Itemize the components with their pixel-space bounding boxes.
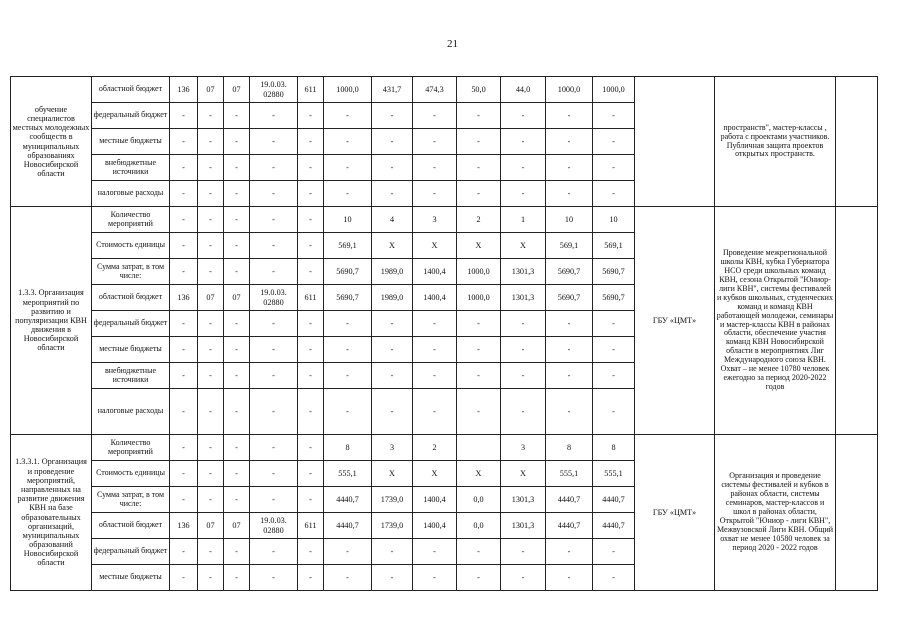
value-cell: - [298,155,324,181]
value-cell: - [501,155,546,181]
value-cell [457,435,501,461]
value-cell: 4440,7 [593,487,635,513]
empty-cell [836,77,878,207]
value-cell: - [298,363,324,389]
value-cell: 1400,4 [413,259,457,285]
indicator-cell: налоговые расходы [92,181,170,207]
value-cell: - [250,259,298,285]
indicator-cell: местные бюджеты [92,565,170,591]
value-cell: - [198,181,224,207]
value-cell: 5690,7 [593,259,635,285]
value-cell: - [593,155,635,181]
indicator-cell: областной бюджет [92,77,170,103]
value-cell: 10 [593,207,635,233]
value-cell: - [198,363,224,389]
value-cell: 1989,0 [372,285,413,311]
value-cell: - [298,233,324,259]
value-cell: 50,0 [457,77,501,103]
value-cell: - [546,181,593,207]
value-cell: - [501,337,546,363]
value-cell: - [250,207,298,233]
value-cell: - [546,539,593,565]
value-cell: - [250,233,298,259]
value-cell: - [372,363,413,389]
value-cell: - [501,539,546,565]
indicator-cell: внебюджетные источники [92,363,170,389]
value-cell: - [457,103,501,129]
value-cell: - [298,259,324,285]
value-cell: - [298,181,324,207]
value-cell: 10 [324,207,372,233]
value-cell: - [224,565,250,591]
value-cell: - [546,337,593,363]
indicator-cell: Сумма затрат, в том числе: [92,487,170,513]
value-cell: - [198,129,224,155]
value-cell: - [198,565,224,591]
value-cell: 07 [198,513,224,539]
value-cell: - [372,129,413,155]
value-cell: - [372,181,413,207]
value-cell: X [457,233,501,259]
value-cell: - [224,233,250,259]
value-cell: - [170,259,198,285]
indicator-cell: Количество мероприятий [92,207,170,233]
value-cell: - [250,435,298,461]
value-cell: 1 [501,207,546,233]
value-cell: - [413,363,457,389]
value-cell: - [413,181,457,207]
indicator-cell: Стоимость единицы [92,233,170,259]
indicator-cell: областной бюджет [92,513,170,539]
value-cell: 1000,0 [457,285,501,311]
value-cell: - [457,181,501,207]
value-cell: - [198,461,224,487]
value-cell: - [324,155,372,181]
value-cell: - [324,181,372,207]
value-cell: 555,1 [546,461,593,487]
value-cell: 611 [298,513,324,539]
value-cell: - [198,311,224,337]
value-cell: 1400,4 [413,285,457,311]
value-cell: - [372,389,413,435]
value-cell: - [224,207,250,233]
value-cell: 1301,3 [501,285,546,311]
value-cell: - [457,539,501,565]
value-cell: - [593,103,635,129]
value-cell: 3 [372,435,413,461]
value-cell: - [298,565,324,591]
value-cell: 8 [324,435,372,461]
value-cell: 1000,0 [593,77,635,103]
value-cell: - [224,539,250,565]
indicator-cell: местные бюджеты [92,337,170,363]
value-cell: 19.0.03. 02880 [250,513,298,539]
value-cell: 1000,0 [546,77,593,103]
value-cell: - [413,155,457,181]
value-cell: - [324,539,372,565]
value-cell: 8 [593,435,635,461]
value-cell: - [593,129,635,155]
value-cell: - [224,129,250,155]
value-cell: - [593,389,635,435]
value-cell: 4440,7 [546,513,593,539]
value-cell: - [457,389,501,435]
value-cell: 5690,7 [324,285,372,311]
value-cell: - [198,337,224,363]
value-cell: 10 [546,207,593,233]
value-cell: - [250,129,298,155]
value-cell: 1301,3 [501,259,546,285]
value-cell: X [413,233,457,259]
value-cell: - [457,363,501,389]
value-cell: 474,3 [413,77,457,103]
activity-name: 1.3.3. Организация мероприятий по развитию и популяризации КВН движения в Новосибирской области [11,207,92,435]
value-cell: X [501,461,546,487]
value-cell: 07 [224,77,250,103]
value-cell: - [224,311,250,337]
value-cell: 4 [372,207,413,233]
value-cell: - [198,435,224,461]
value-cell: 3 [501,435,546,461]
value-cell: - [546,565,593,591]
indicator-cell: налоговые расходы [92,389,170,435]
value-cell: - [298,103,324,129]
value-cell: - [170,129,198,155]
value-cell: - [224,259,250,285]
value-cell: - [170,311,198,337]
value-cell: - [198,103,224,129]
value-cell: 3 [413,207,457,233]
value-cell: - [170,181,198,207]
value-cell: - [170,207,198,233]
value-cell: 19.0.03. 02880 [250,77,298,103]
value-cell: - [546,363,593,389]
value-cell: - [501,311,546,337]
value-cell: - [324,311,372,337]
value-cell: - [372,103,413,129]
value-cell: - [593,311,635,337]
value-cell: - [298,207,324,233]
value-cell: 07 [224,513,250,539]
value-cell: 2 [413,435,457,461]
value-cell: 1301,3 [501,513,546,539]
value-cell: 0,0 [457,487,501,513]
value-cell: 5690,7 [546,259,593,285]
value-cell: - [198,487,224,513]
value-cell: - [324,363,372,389]
indicator-cell: местные бюджеты [92,129,170,155]
value-cell: X [501,233,546,259]
value-cell: 1739,0 [372,513,413,539]
value-cell: - [298,435,324,461]
value-cell: X [457,461,501,487]
value-cell: - [198,259,224,285]
value-cell: 555,1 [324,461,372,487]
value-cell: - [413,129,457,155]
value-cell: 8 [546,435,593,461]
value-cell: - [593,565,635,591]
value-cell: - [250,311,298,337]
value-cell: - [372,565,413,591]
value-cell: X [372,461,413,487]
value-cell: - [501,565,546,591]
indicator-cell: федеральный бюджет [92,539,170,565]
indicator-cell: внебюджетные источники [92,155,170,181]
value-cell: 136 [170,77,198,103]
value-cell: - [457,129,501,155]
value-cell: X [372,233,413,259]
value-cell: - [170,389,198,435]
value-cell: - [546,155,593,181]
value-cell: - [546,129,593,155]
table-row [11,77,878,103]
value-cell: - [198,233,224,259]
value-cell: - [298,129,324,155]
value-cell: 569,1 [593,233,635,259]
value-cell: - [546,103,593,129]
value-cell: 07 [198,285,224,311]
activity-name: 1.3.3.1. Организация и проведение мероприятий, направленных на развитие движения КВН на базе образовательных организаций, муниципальных образований Новосибирской области [11,435,92,591]
value-cell: - [298,337,324,363]
value-cell: - [298,389,324,435]
value-cell: - [546,311,593,337]
value-cell: - [457,155,501,181]
value-cell: - [170,435,198,461]
value-cell: - [250,461,298,487]
value-cell: - [546,389,593,435]
value-cell: 2 [457,207,501,233]
table-row [11,207,878,233]
table-row [11,435,878,461]
value-cell: - [593,337,635,363]
value-cell: 19.0.03. 02880 [250,285,298,311]
value-cell: 1000,0 [457,259,501,285]
value-cell: - [324,103,372,129]
value-cell: - [413,539,457,565]
value-cell: - [298,487,324,513]
value-cell: - [324,565,372,591]
value-cell: 611 [298,77,324,103]
executor-cell: ГБУ «ЦМТ» [635,435,715,591]
value-cell: - [324,129,372,155]
value-cell: - [250,181,298,207]
table-body [11,77,878,591]
value-cell: - [501,181,546,207]
value-cell: - [198,155,224,181]
value-cell: - [170,461,198,487]
value-cell: X [413,461,457,487]
empty-cell [836,207,878,435]
value-cell: 4440,7 [546,487,593,513]
indicator-cell: областной бюджет [92,285,170,311]
value-cell: - [372,337,413,363]
value-cell: - [413,103,457,129]
value-cell: - [224,389,250,435]
indicator-cell: Сумма затрат, в том числе: [92,259,170,285]
value-cell: 0,0 [457,513,501,539]
program-activities-table [10,76,878,591]
value-cell: 136 [170,285,198,311]
value-cell: - [250,565,298,591]
value-cell: 569,1 [546,233,593,259]
value-cell: - [224,487,250,513]
value-cell: - [593,181,635,207]
expected-result-cell: Организация и проведение системы фестивалей и кубков в районах области, системы семинаров, мастер-классов и школ в районах области, Открытой "Юниор - лиги КВН", Межвузовской Лиги КВН. Общий охват не менее 10580 человек за период 2020 - 2022 годов [715,435,836,591]
value-cell: - [170,363,198,389]
value-cell: - [413,389,457,435]
value-cell: - [170,565,198,591]
value-cell: - [198,539,224,565]
value-cell: - [413,337,457,363]
activity-name: обучение специалистов местных молодежных сообществ в муниципальных образованиях Новосибирской области [11,77,92,207]
value-cell: - [170,539,198,565]
value-cell: 1400,4 [413,513,457,539]
value-cell: - [224,155,250,181]
value-cell: - [501,389,546,435]
indicator-cell: Стоимость единицы [92,461,170,487]
value-cell: 4440,7 [593,513,635,539]
value-cell: - [457,337,501,363]
expected-result-cell: Проведение межрегиональной школы КВН, кубка Губернатора НСО среди школьных команд КВН, сезона Открытой "Юниор-лиги КВН", системы фестивалей и кубков школьных, студенческих команд и команд КВН работающей молодежи, семинары и мастер-классы КВН в районах области, обеспечение участия команд КВН Новосибирской области в мероприятиях Лиг Международного союза КВН. Охват – не менее 10780 человек ежегодно за период 2020-2022 годов [715,207,836,435]
value-cell: - [250,337,298,363]
value-cell: 1301,3 [501,487,546,513]
expected-result-cell: пространств", мастер-классы , работа с проектами участников. Публичная защита проектов открытых пространств. [715,77,836,207]
value-cell: - [170,337,198,363]
value-cell: - [298,311,324,337]
value-cell: - [324,389,372,435]
value-cell: 07 [224,285,250,311]
value-cell: - [501,103,546,129]
indicator-cell: Количество мероприятий [92,435,170,461]
value-cell: - [198,207,224,233]
value-cell: 44,0 [501,77,546,103]
value-cell: 5690,7 [324,259,372,285]
value-cell: 136 [170,513,198,539]
executor-cell: ГБУ «ЦМТ» [635,207,715,435]
value-cell: - [501,129,546,155]
value-cell: - [224,461,250,487]
value-cell: - [170,233,198,259]
value-cell: 4440,7 [324,487,372,513]
value-cell: - [224,181,250,207]
value-cell: 1000,0 [324,77,372,103]
value-cell: 611 [298,285,324,311]
value-cell: - [457,565,501,591]
value-cell: - [501,363,546,389]
executor-cell [635,77,715,207]
value-cell: - [250,363,298,389]
value-cell: - [372,311,413,337]
value-cell: - [170,103,198,129]
value-cell: 5690,7 [546,285,593,311]
value-cell: - [250,487,298,513]
value-cell: - [413,311,457,337]
value-cell: - [298,461,324,487]
value-cell: 555,1 [593,461,635,487]
value-cell: - [224,337,250,363]
value-cell: - [593,363,635,389]
value-cell: - [224,435,250,461]
indicator-cell: федеральный бюджет [92,103,170,129]
value-cell: - [224,103,250,129]
value-cell: - [224,363,250,389]
indicator-cell: федеральный бюджет [92,311,170,337]
value-cell: - [250,103,298,129]
empty-cell [836,435,878,591]
value-cell: - [593,539,635,565]
value-cell: - [457,311,501,337]
value-cell: - [298,539,324,565]
value-cell: - [170,487,198,513]
value-cell: - [324,337,372,363]
value-cell: - [250,389,298,435]
page-number: 21 [447,38,458,50]
value-cell: 5690,7 [593,285,635,311]
value-cell: - [250,539,298,565]
value-cell: - [372,539,413,565]
value-cell: - [250,155,298,181]
value-cell: - [170,155,198,181]
value-cell: - [198,389,224,435]
value-cell: 1739,0 [372,487,413,513]
value-cell: 1989,0 [372,259,413,285]
value-cell: - [372,155,413,181]
value-cell: 07 [198,77,224,103]
value-cell: 1400,4 [413,487,457,513]
value-cell: - [413,565,457,591]
value-cell: 569,1 [324,233,372,259]
value-cell: 4440,7 [324,513,372,539]
value-cell: 431,7 [372,77,413,103]
